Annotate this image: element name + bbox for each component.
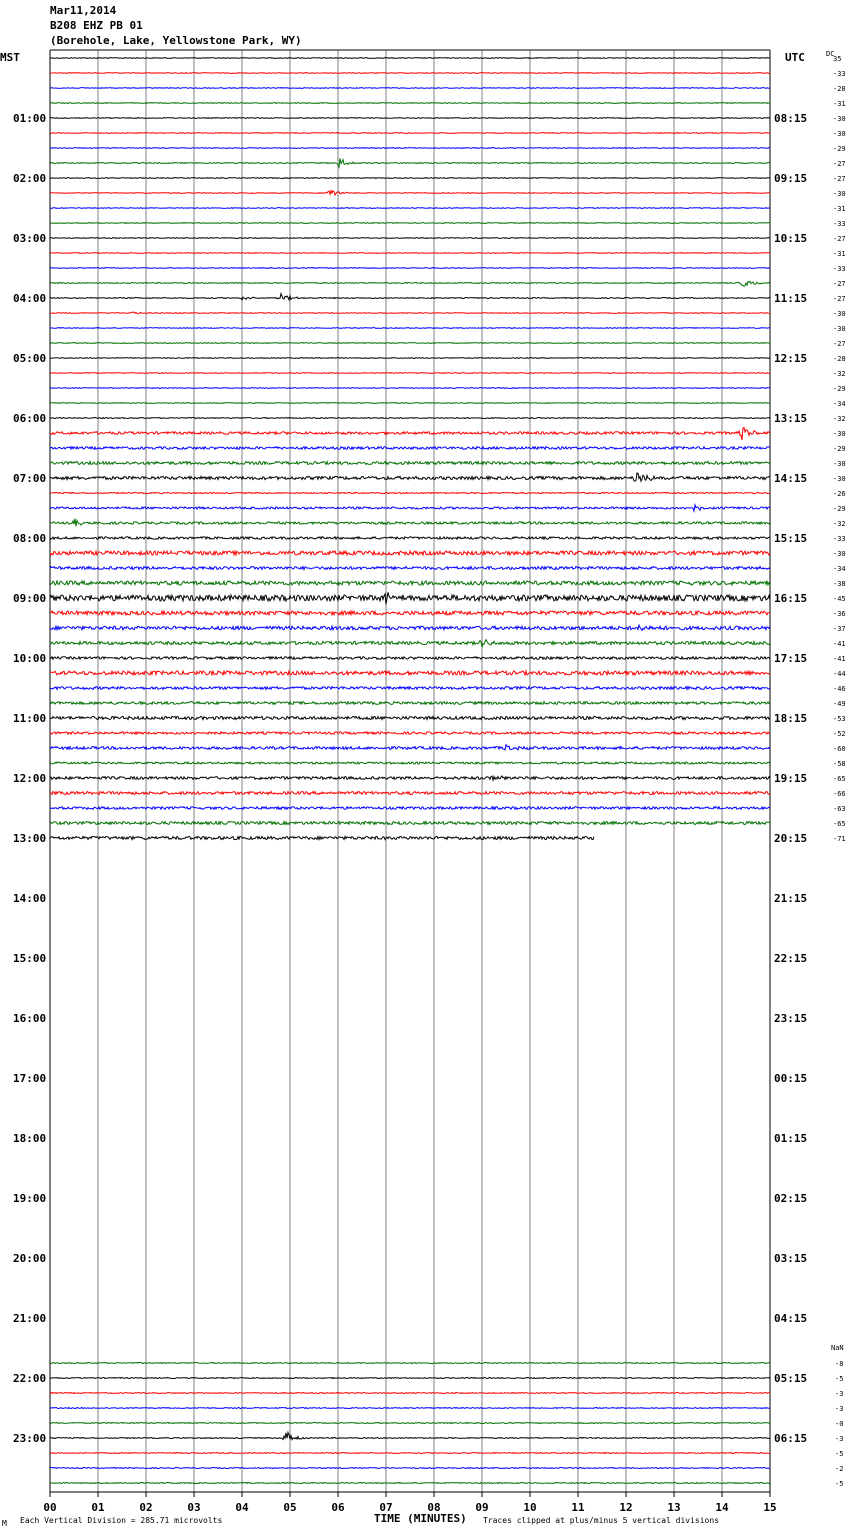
x-tick-label: 08 [427,1501,441,1514]
dc-offset-value: -30 [833,430,846,438]
utc-hour-label: 13:15 [774,412,808,425]
dc-offset-value: -33 [833,70,846,78]
dc-offset-value: -27 [833,295,846,303]
utc-hour-label: 21:15 [774,892,808,905]
dc-offset-value: -30 [833,115,846,123]
seismic-trace [50,822,770,825]
seismic-trace [50,732,770,734]
mst-hour-label: 22:00 [13,1372,47,1385]
dc-offset-value: -29 [833,385,846,393]
mst-hour-label: 08:00 [13,532,47,545]
dc-offset-value: -45 [833,595,846,603]
seismic-trace [50,567,770,570]
seismic-trace [50,687,770,690]
mst-hour-label: 19:00 [13,1192,47,1205]
utc-hour-label: 15:15 [774,532,808,545]
dc-offset-value: -33 [833,220,846,228]
utc-hour-label: 02:15 [774,1192,808,1205]
axis-labels [13,55,846,1514]
seismic-trace [50,418,770,419]
dc-offset-value: -30 [833,310,846,318]
vertical-division-note: Each Vertical Division = 285.71 microvolts [20,1516,223,1525]
dc-offset-value: -44 [833,670,846,678]
dc-offset-value: -28 [833,355,846,363]
dc-offset-value: -37 [833,625,846,633]
minute-gridlines [50,50,770,1497]
x-tick-label: 00 [43,1501,57,1514]
seismic-trace [50,208,770,209]
dc-offset-value: -58 [833,760,846,768]
dc-offset-value: -41 [833,655,846,663]
dc-offset-value: -31 [833,100,846,108]
seismic-trace [50,1423,770,1424]
utc-hour-label: 14:15 [774,472,808,485]
clipping-note: Traces clipped at plus/minus 5 vertical divisions [483,1516,720,1525]
mst-hour-label: 17:00 [13,1072,47,1085]
dc-offset-value: -32 [833,370,846,378]
x-tick-label: 13 [667,1501,681,1514]
dc-offset-value: -36 [833,610,846,618]
x-axis-title: TIME (MINUTES) [374,1512,467,1525]
seismic-trace [50,551,770,555]
utc-hour-label: 09:15 [774,172,808,185]
dc-offset-value: -27 [833,280,846,288]
dc-offset-value: -31 [833,250,846,258]
seismic-trace [50,702,770,705]
dc-offset-value: -34 [833,400,846,408]
mst-hour-label: 09:00 [13,592,47,605]
dc-offset-value: -8 [835,1360,844,1368]
mst-hour-label: 16:00 [13,1012,47,1025]
station-code: B208 EHZ PB 01 [50,19,143,32]
utc-hour-label: 00:15 [774,1072,808,1085]
mst-hour-label: 12:00 [13,772,47,785]
nan-label: NaN [831,1344,844,1352]
utc-hour-label: 17:15 [774,652,808,665]
dc-offset-value: -30 [833,550,846,558]
utc-hour-label: 08:15 [774,112,808,125]
seismic-trace [50,1393,770,1394]
seismic-trace [50,268,770,269]
dc-offset-value: -29 [833,505,846,513]
mst-hour-label: 21:00 [13,1312,47,1325]
seismic-trace [50,294,770,300]
mst-axis-title: MST [0,51,20,64]
seismic-trace [50,1363,770,1364]
utc-hour-label: 22:15 [774,952,808,965]
x-tick-label: 02 [139,1501,153,1514]
dc-offset-value: -65 [833,775,846,783]
x-tick-label: 04 [235,1501,249,1514]
mst-hour-label: 18:00 [13,1132,47,1145]
seismic-trace [50,373,770,374]
seismic-trace [50,762,770,764]
mst-hour-label: 06:00 [13,412,47,425]
dc-offset-value: -46 [833,685,846,693]
dc-offset-value: -30 [833,190,846,198]
dc-offset-title: DC [826,50,835,58]
utc-hour-label: 12:15 [774,352,808,365]
seismic-trace [50,671,770,675]
seismic-trace [50,447,770,450]
utc-hour-label: 05:15 [774,1372,808,1385]
dc-offset-value: -26 [833,490,846,498]
seismic-trace [50,581,770,585]
x-tick-label: 10 [523,1501,537,1514]
dc-offset-value: -34 [833,565,846,573]
mst-hour-label: 03:00 [13,232,47,245]
utc-hour-label: 10:15 [774,232,808,245]
dc-offset-value: -38 [833,580,846,588]
seismic-trace [50,1408,770,1409]
seismic-trace [50,133,770,134]
utc-hour-label: 11:15 [774,292,808,305]
corner-mark: M [2,1519,7,1528]
dc-offset-value: -28 [833,85,846,93]
utc-hour-label: 04:15 [774,1312,808,1325]
seismic-trace [50,158,770,167]
utc-hour-label: 01:15 [774,1132,808,1145]
dc-offset-value: -71 [833,835,846,843]
seismic-trace [50,103,770,104]
mst-hour-label: 11:00 [13,712,47,725]
dc-offset-value: -65 [833,820,846,828]
seismic-traces [50,58,770,1484]
seismic-trace [50,1483,770,1484]
dc-offset-value: -31 [833,205,846,213]
seismic-trace [50,462,770,465]
mst-hour-label: 10:00 [13,652,47,665]
seismic-trace [50,253,770,254]
seismic-trace [50,625,770,630]
seismic-trace [50,776,770,780]
dc-offset-value: -49 [833,700,846,708]
dc-offset-value: -5 [835,1450,844,1458]
dc-offset-value: -30 [833,325,846,333]
dc-offset-value: -32 [833,520,846,528]
dc-offset-value: -0 [835,1420,844,1428]
seismic-trace [50,611,770,615]
x-tick-label: 11 [571,1501,585,1514]
seismic-trace [50,312,770,314]
seismic-trace [50,178,770,179]
dc-offset-value: -30 [833,130,846,138]
utc-hour-label: 18:15 [774,712,808,725]
mst-hour-label: 15:00 [13,952,47,965]
dc-offset-value: -30 [833,460,846,468]
utc-hour-label: 19:15 [774,772,808,785]
seismic-trace [50,745,770,750]
dc-offset-value: -27 [833,160,846,168]
seismic-trace [50,428,770,441]
mst-hour-label: 04:00 [13,292,47,305]
dc-offset-value: -33 [833,265,846,273]
seismic-trace [50,403,770,404]
dc-offset-value: -66 [833,790,846,798]
dc-offset-value: -3 [835,1390,844,1398]
x-tick-label: 09 [475,1501,489,1514]
dc-offset-value: -27 [833,175,846,183]
seismic-trace [50,281,770,286]
seismic-trace [50,1453,770,1454]
seismic-trace [50,88,770,89]
seismic-trace [50,118,770,119]
dc-offset-value: -27 [833,340,846,348]
dc-offset-value: -63 [833,805,846,813]
utc-hour-label: 16:15 [774,592,808,605]
dc-offset-value: -33 [833,535,846,543]
station-location: (Borehole, Lake, Yellowstone Park, WY) [50,34,302,47]
dc-offset-value: 35 [833,55,842,63]
dc-offset-value: -5 [835,1480,844,1488]
seismic-trace [50,492,770,493]
dc-offset-value: -52 [833,730,846,738]
x-tick-label: 06 [331,1501,345,1514]
utc-axis-title: UTC [785,51,805,64]
dc-offset-value: -3 [835,1435,844,1443]
seismic-trace [50,388,770,389]
seismic-trace [50,238,770,239]
dc-offset-value: -2 [835,1465,844,1473]
seismic-trace [50,519,770,527]
seismic-trace [50,592,770,604]
mst-hour-label: 20:00 [13,1252,47,1265]
seismic-trace [50,836,594,839]
seismic-trace [50,657,770,660]
mst-hour-label: 13:00 [13,832,47,845]
seismic-trace [50,223,770,224]
dc-offset-value: -29 [833,445,846,453]
seismic-trace [50,73,770,74]
seismic-trace [50,716,770,719]
dc-offset-value: -27 [833,235,846,243]
dc-offset-value: -5 [835,1375,844,1383]
plot-date: Mar11,2014 [50,4,117,17]
seismic-trace [50,343,770,344]
seismic-trace [50,807,770,810]
x-tick-label: 01 [91,1501,105,1514]
utc-hour-label: 20:15 [774,832,808,845]
mst-hour-label: 01:00 [13,112,47,125]
seismic-trace [50,358,770,359]
mst-hour-label: 23:00 [13,1432,47,1445]
mst-hour-label: 02:00 [13,172,47,185]
seismic-trace [50,792,770,795]
seismic-trace [50,191,770,195]
utc-hour-label: 03:15 [774,1252,808,1265]
mst-hour-label: 07:00 [13,472,47,485]
x-tick-label: 07 [379,1501,393,1514]
seismic-trace [50,640,770,648]
x-tick-label: 03 [187,1501,201,1514]
seismic-trace [50,505,770,511]
dc-offset-value: -3 [835,1405,844,1413]
dc-offset-value: -32 [833,415,846,423]
seismic-trace [50,1468,770,1469]
dc-offset-value: -60 [833,745,846,753]
x-tick-label: 14 [715,1501,729,1514]
utc-hour-label: 06:15 [774,1432,808,1445]
mst-hour-label: 05:00 [13,352,47,365]
dc-offset-value: -30 [833,475,846,483]
x-tick-label: 12 [619,1501,633,1514]
x-tick-label: 05 [283,1501,297,1514]
seismic-trace [50,328,770,329]
seismic-trace [50,148,770,149]
dc-offset-value: -41 [833,640,846,648]
seismic-trace [50,58,770,59]
seismic-trace [50,473,770,481]
seismic-trace [50,1378,770,1379]
dc-offset-value: -29 [833,145,846,153]
x-tick-label: 15 [763,1501,777,1514]
seismic-trace [50,537,770,539]
mst-hour-label: 14:00 [13,892,47,905]
dc-offset-value: -53 [833,715,846,723]
seismic-trace [50,1432,770,1439]
utc-hour-label: 23:15 [774,1012,808,1025]
